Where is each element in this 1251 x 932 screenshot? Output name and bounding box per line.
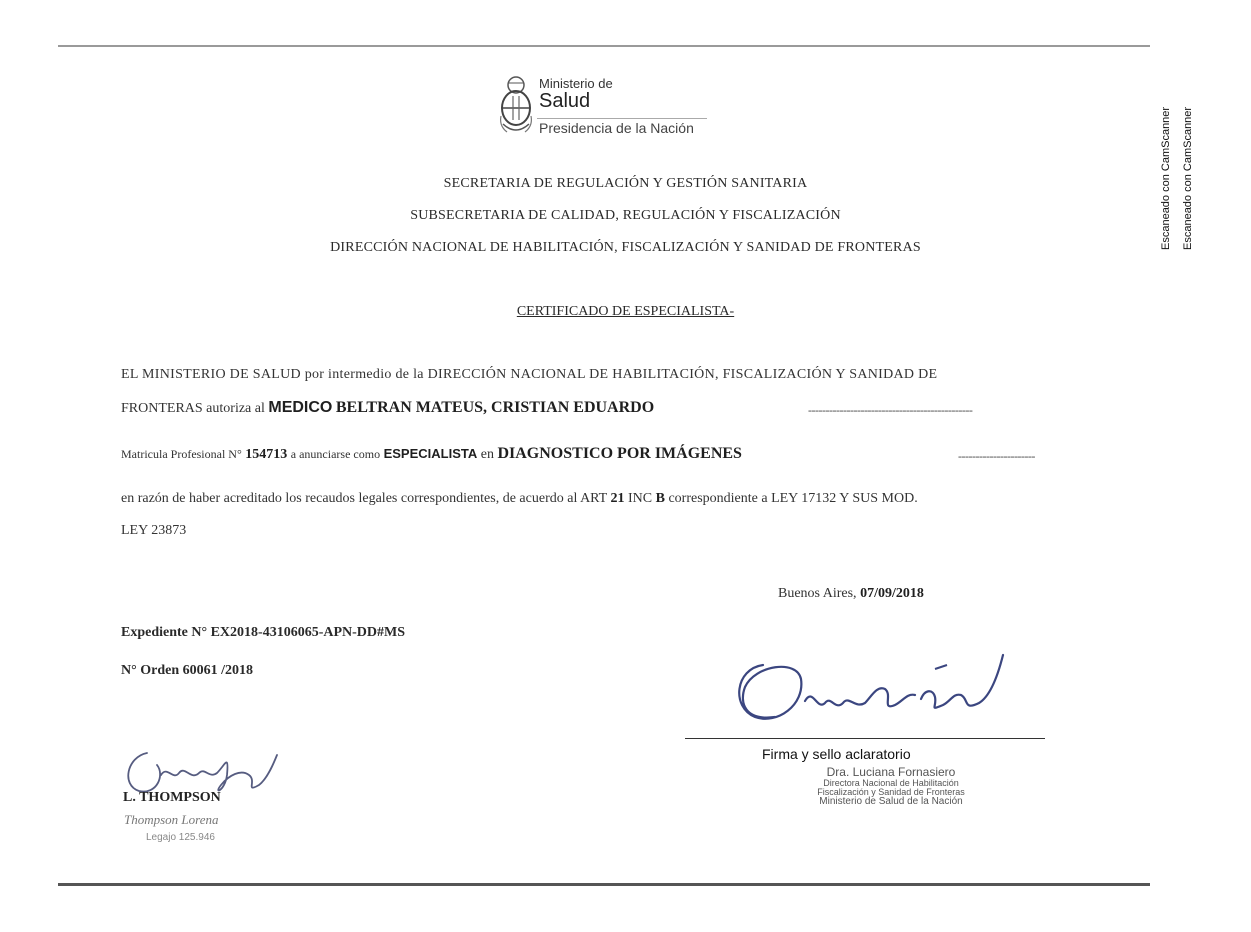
director-stamp [796, 766, 986, 808]
body-line-5: LEY 23873 [121, 523, 187, 538]
header-subsecretaria: SUBSECRETARIA DE CALIDAD, REGULACIÓN Y FISCALIZACIÓN [410, 208, 841, 223]
especialista-label: ESPECIALISTA [383, 446, 478, 461]
art-number: 21 [610, 491, 625, 506]
expediente-number: Expediente N° EX2018-43106065-APN-DD#MS [121, 625, 406, 640]
signature-label: Firma y sello aclaratorio [762, 746, 911, 762]
legal-text-b: correspondiente a LEY 17132 Y SUS MOD. [668, 491, 918, 506]
stamp-ministry: Ministerio de Salud de la Nación [819, 796, 963, 808]
body-line-3 [121, 445, 742, 463]
header-secretaria: SECRETARIA DE REGULACIÓN Y GESTIÓN SANITARIA [443, 176, 808, 191]
body-line-2 [121, 399, 654, 417]
scan-watermark: Escaneado con CamScanner [1182, 106, 1194, 250]
body-line-2-prefix: FRONTERAS autoriza al [121, 401, 265, 416]
director-signature [685, 645, 1045, 740]
matricula-number: 154713 [245, 447, 288, 462]
place-date [778, 586, 924, 602]
en-text: en [480, 447, 494, 462]
anunciarse-text: a anunciarse como [290, 447, 381, 461]
certificate-title: CERTIFICADO DE ESPECIALISTA- [516, 304, 735, 319]
logo-ministry-label: Ministerio de [539, 76, 613, 91]
registrar-name: L. THOMPSON [123, 790, 221, 805]
issue-date: 07/09/2018 [860, 586, 924, 601]
stamp-role-1: Directora Nacional de Habilitación [823, 777, 959, 788]
stamp-role-2: Fiscalización y Sanidad de Fronteras [817, 787, 965, 798]
bottom-rule [58, 883, 1150, 886]
logo-salud-label: Salud [539, 90, 591, 112]
top-rule [58, 45, 1150, 47]
matricula-label: Matricula Profesional N° [121, 447, 242, 461]
legal-text-a: en razón de haber acreditado los recaudos legales correspondientes, de acuerdo al ART [121, 491, 607, 506]
coat-of-arms-icon [497, 74, 535, 138]
signature-line [685, 738, 1045, 739]
header-direccion: DIRECCIÓN NACIONAL DE HABILITACIÓN, FISCALIZACIÓN Y SANIDAD DE FRONTERAS [330, 240, 921, 255]
fill-dashes-2: ---------------------- [958, 449, 1035, 463]
scan-watermark: Escaneado con CamScanner [1160, 106, 1172, 250]
fill-dashes-1: ----------------------------------------------- [808, 403, 973, 417]
person-name: BELTRAN MATEUS, CRISTIAN EDUARDO [335, 399, 655, 416]
place-text: Buenos Aires, [778, 586, 857, 601]
inc-text: INC [627, 491, 653, 506]
inc-letter: B [655, 491, 665, 506]
body-line-1: EL MINISTERIO DE SALUD por intermedio de la DIRECCIÓN NACIONAL DE HABILITACIÓN, FISCALIZACIÓN Y SANIDAD DE [121, 367, 938, 382]
logo-presidency-label: Presidencia de la Nación [539, 120, 694, 136]
ministry-logo [497, 74, 711, 142]
stamp-name: Dra. Luciana Fornasiero [826, 765, 956, 779]
specialty-name: DIAGNOSTICO POR IMÁGENES [497, 445, 742, 462]
logo-divider [537, 118, 707, 119]
profession-label: MEDICO [268, 399, 333, 416]
orden-number: N° Orden 60061 /2018 [121, 663, 253, 678]
registrar-cursive-name: Thompson Lorena [124, 812, 219, 827]
body-line-4 [121, 491, 918, 507]
registrar-legajo: Legajo 125.946 [146, 832, 215, 843]
